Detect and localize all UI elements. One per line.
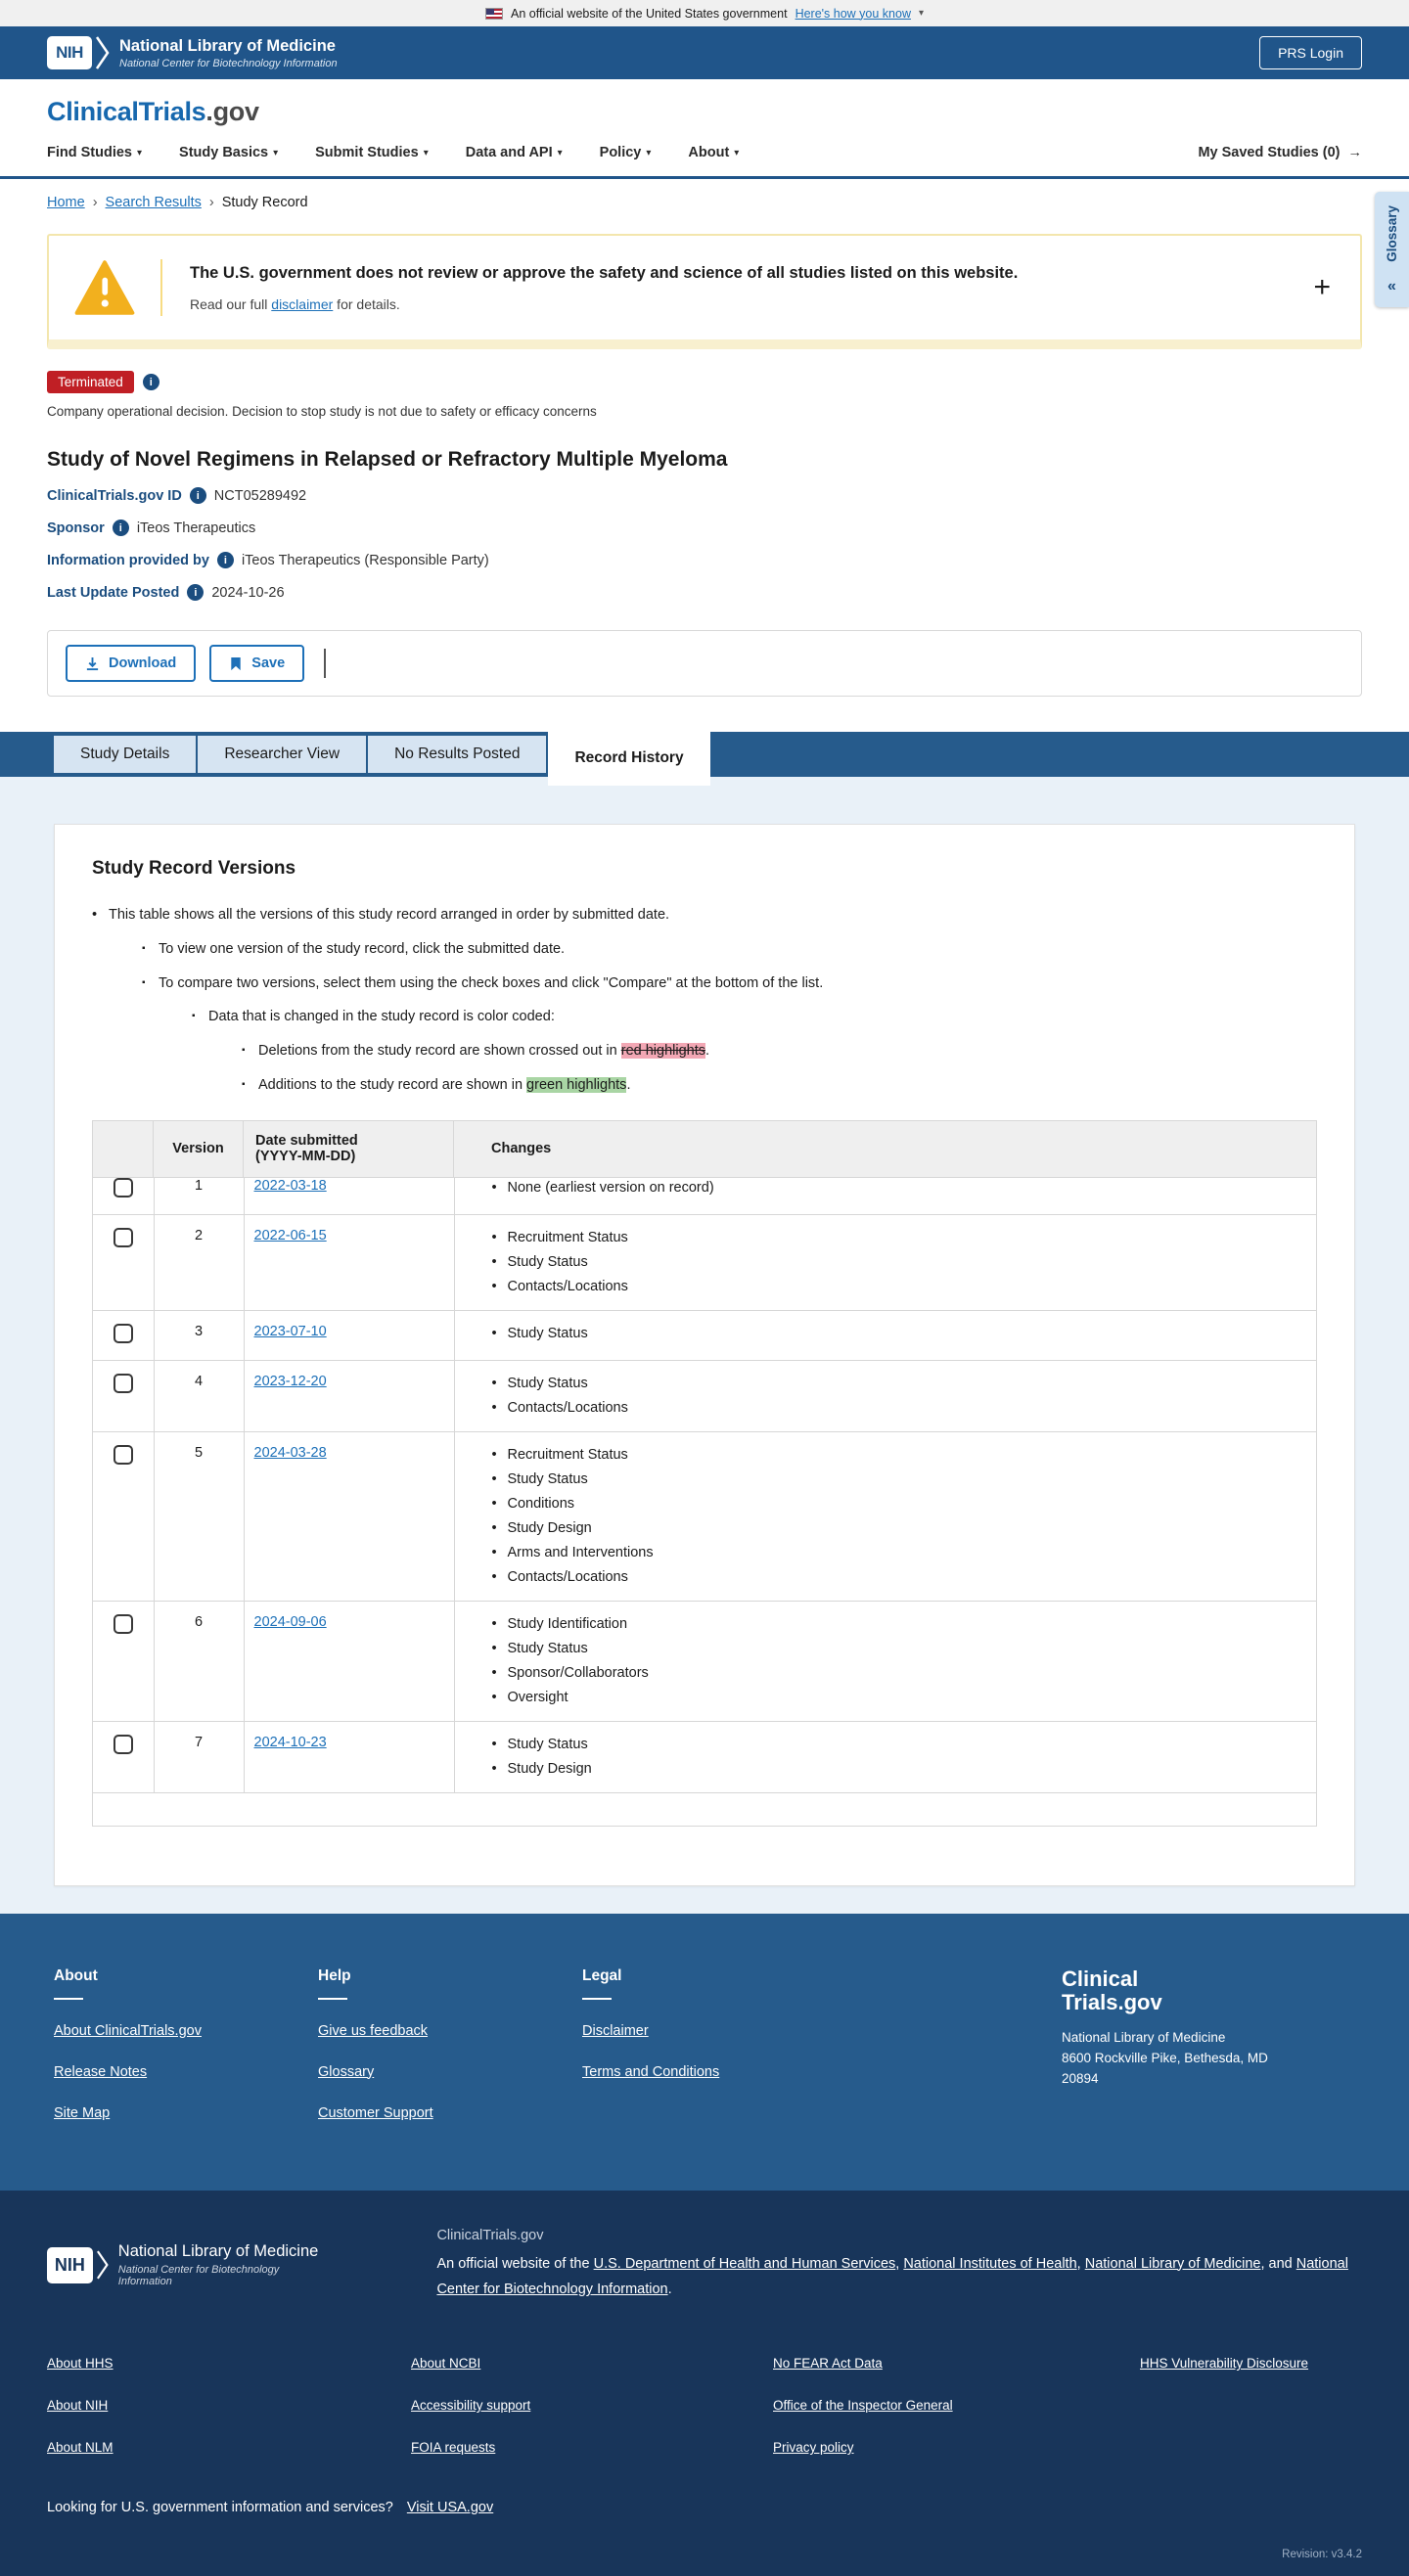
instruction-color-coded: ▪ Data that is changed in the study record is color coded: ▪ Deletions from the study record are shown crossed out in red highlights. ▪ Additions to the study record are shown in green highlights. [192, 1007, 1317, 1096]
footer-customer-support-link[interactable]: Customer Support [318, 2105, 582, 2121]
official-website-text: An official website of the United States government [511, 7, 788, 21]
footer-logo-block [1062, 1967, 1355, 2147]
breadcrumb-current: Study Record [222, 195, 308, 210]
about-nlm-link[interactable]: About NLM [47, 2440, 411, 2455]
breadcrumb-separator: › [209, 195, 214, 210]
checkbox-column-header [93, 1120, 154, 1177]
main-nav [47, 145, 1362, 176]
warning-divider [160, 259, 162, 316]
nav-about[interactable]: About ▾ [688, 145, 739, 160]
ncbi-name: National Center for Biotechnology Information [119, 58, 338, 69]
record-history-section [0, 777, 1409, 1914]
version-6-checkbox[interactable] [114, 1614, 133, 1634]
subfooter [0, 2191, 1409, 2576]
version-5-checkbox[interactable] [114, 1445, 133, 1465]
bookmark-icon [229, 656, 243, 671]
nav-find-studies[interactable]: Find Studies ▾ [47, 145, 142, 160]
accessibility-support-link[interactable]: Accessibility support [411, 2398, 773, 2413]
clinicaltrials-logo[interactable]: ClinicalTrials.gov [47, 97, 1362, 127]
table-row: 3 2023-07-10 • Study Status [93, 1310, 1316, 1360]
expand-banner-button[interactable]: + [1313, 273, 1331, 302]
chevron-down-icon: ▾ [734, 148, 739, 158]
action-bar [47, 630, 1362, 697]
nlm-logo[interactable] [47, 36, 338, 69]
usa-gov-row: Looking for U.S. government information and services? Visit USA.gov [47, 2500, 1362, 2515]
footer [0, 1914, 1409, 2191]
hhs-link[interactable]: U.S. Department of Health and Human Services [594, 2256, 896, 2272]
nih-logo-chevron-icon [97, 2247, 109, 2282]
glossary-tab[interactable] [1375, 192, 1409, 307]
action-divider [324, 649, 326, 678]
info-icon[interactable]: i [187, 584, 204, 601]
status-reason: Company operational decision. Decision to stop study is not due to safety or efficacy concerns [47, 404, 1362, 419]
footer-disclaimer-link[interactable]: Disclaimer [582, 2023, 846, 2039]
subfooter-links-grid [47, 2356, 1362, 2455]
version-3-date-link[interactable]: 2023-07-10 [254, 1324, 327, 1339]
version-1-date-link[interactable]: 2022-03-18 [254, 1178, 327, 1194]
tab-study-details[interactable]: Study Details [54, 736, 196, 773]
table-row: 2 2022-06-15 • Recruitment Status • Study Status • Contacts/Locations [93, 1214, 1316, 1310]
status-info-icon[interactable]: i [143, 374, 159, 390]
nih-header-bar [0, 26, 1409, 79]
nih-logo-box: NIH [47, 2247, 93, 2283]
chevron-down-icon: ▾ [919, 8, 924, 19]
record-history-card [54, 824, 1355, 1886]
collapse-icon[interactable]: « [1387, 278, 1396, 295]
nih-link[interactable]: National Institutes of Health [903, 2256, 1076, 2272]
breadcrumb [0, 179, 1409, 220]
changes-column-header: Changes [454, 1120, 1317, 1177]
arrow-right-icon: → [1348, 145, 1363, 160]
nav-data-and-api[interactable]: Data and API ▾ [466, 145, 563, 160]
privacy-policy-link[interactable]: Privacy policy [773, 2440, 1140, 2455]
meta-information-provided-by: Information provided by i iTeos Therapeutics (Responsible Party) [47, 552, 1362, 568]
footer-feedback-link[interactable]: Give us feedback [318, 2023, 582, 2039]
instruction-deletions: ▪ Deletions from the study record are shown crossed out in red highlights. [242, 1041, 1317, 1062]
inspector-general-link[interactable]: Office of the Inspector General [773, 2398, 1140, 2413]
version-1-checkbox[interactable] [114, 1178, 133, 1198]
version-3-checkbox[interactable] [114, 1324, 133, 1343]
hhs-vulnerability-link[interactable]: HHS Vulnerability Disclosure [1140, 2356, 1362, 2371]
version-column-header: Version [154, 1120, 244, 1177]
download-button[interactable]: Download [66, 645, 196, 682]
instruction-compare: ▪ To compare two versions, select them using the check boxes and click "Compare" at the bottom of the list. ▪ Data that is changed in the study record is color coded: ▪ Deletions from the study record are shown crossed out in red highlights. ▪ Additions to the study record are shown in green highlights. [142, 973, 1317, 1097]
gov-banner [0, 0, 1409, 26]
chevron-down-icon: ▾ [273, 148, 278, 158]
nav-policy[interactable]: Policy ▾ [600, 145, 652, 160]
instruction-intro: • This table shows all the versions of this study record arranged in order by submitted date. ▪ To view one version of the study record, click the submitted date. ▪ To compare two versions, select them using the check boxes and click "Compare" at the bottom of the list. ▪ Data that is changed in the study record is color coded: ▪ Deletions from the study record are shown crossed out in red highlights. ▪ Additions to the study record are shown in green highlights. [92, 905, 1317, 1097]
foia-requests-link[interactable]: FOIA requests [411, 2440, 773, 2455]
chevron-down-icon: ▾ [646, 148, 651, 158]
disclaimer-link[interactable]: disclaimer [271, 296, 333, 312]
about-nih-link[interactable]: About NIH [47, 2398, 411, 2413]
breadcrumb-separator: › [93, 195, 98, 210]
instruction-additions: ▪ Additions to the study record are shown in green highlights. [242, 1075, 1317, 1097]
revision-label: Revision: v3.4.2 [47, 2549, 1362, 2560]
tab-researcher-view[interactable]: Researcher View [198, 736, 366, 773]
nlm-footer-logo[interactable]: NIH National Library of Medicine National Center for Biotechnology Information [47, 2228, 321, 2304]
info-icon[interactable]: i [113, 520, 129, 536]
tab-strip [0, 732, 1409, 777]
nih-logo-chevron-icon [96, 36, 110, 69]
footer-about-clinicaltrials-link[interactable]: About ClinicalTrials.gov [54, 2023, 318, 2039]
footer-site-map-link[interactable]: Site Map [54, 2105, 318, 2121]
date-column-header: Date submitted (YYYY-MM-DD) [244, 1120, 454, 1177]
footer-about-column: About About ClinicalTrials.gov Release Notes Site Map [54, 1967, 318, 2147]
green-highlight-sample: green highlights [526, 1077, 626, 1093]
table-row: 5 2024-03-28 • Recruitment Status • Study Status • Conditions • Study Design • Arms and Interventions • Contacts/Locations [93, 1431, 1316, 1601]
tab-record-history[interactable]: Record History [548, 731, 709, 786]
save-button[interactable]: Save [209, 645, 304, 682]
version-7-checkbox[interactable] [114, 1735, 133, 1754]
ncbi-link[interactable]: National Center for Biotechnology Information [436, 2256, 1347, 2298]
about-ncbi-link[interactable]: About NCBI [411, 2356, 773, 2371]
footer-release-notes-link[interactable]: Release Notes [54, 2064, 318, 2080]
meta-last-update-posted: Last Update Posted i 2024-10-26 [47, 584, 1362, 601]
footer-glossary-link[interactable]: Glossary [318, 2064, 582, 2080]
nav-submit-studies[interactable]: Submit Studies ▾ [315, 145, 429, 160]
chevron-down-icon: ▾ [424, 148, 429, 158]
visit-usa-gov-link[interactable]: Visit USA.gov [407, 2500, 493, 2515]
version-6-date-link[interactable]: 2024-09-06 [254, 1614, 327, 1630]
versions-table [92, 1120, 1317, 1827]
table-row: 1 2022-03-18 • None (earliest version on record) [93, 1178, 1316, 1215]
warning-title: The U.S. government does not review or approve the safety and science of all studies listed on this website. [190, 264, 1018, 283]
version-4-checkbox[interactable] [114, 1374, 133, 1393]
warning-banner [47, 234, 1362, 349]
version-2-date-link[interactable]: 2022-06-15 [254, 1228, 327, 1243]
version-2-checkbox[interactable] [114, 1228, 133, 1247]
footer-legal-column: Legal Disclaimer Terms and Conditions [582, 1967, 846, 2147]
info-icon[interactable]: i [217, 552, 234, 568]
download-icon [85, 656, 100, 671]
site-header [0, 79, 1409, 179]
footer-help-column: Help Give us feedback Glossary Customer Support [318, 1967, 582, 2147]
table-row: 6 2024-09-06 • Study Identification • Study Status • Sponsor/Collaborators • Oversight [93, 1601, 1316, 1721]
footer-terms-link[interactable]: Terms and Conditions [582, 2064, 846, 2080]
table-row: 4 2023-12-20 • Study Status • Contacts/Locations [93, 1360, 1316, 1431]
nlm-link[interactable]: National Library of Medicine [1085, 2256, 1261, 2272]
info-icon[interactable]: i [190, 487, 206, 504]
about-hhs-link[interactable]: About HHS [47, 2356, 411, 2371]
nav-study-basics[interactable]: Study Basics ▾ [179, 145, 278, 160]
breadcrumb-home[interactable]: Home [47, 195, 85, 210]
footer-address: National Library of Medicine 8600 Rockville Pike, Bethesda, MD 20894 [1062, 2028, 1355, 2090]
page-title: Study of Novel Regimens in Relapsed or Refractory Multiple Myeloma [47, 448, 1362, 472]
heres-how-you-know-link[interactable]: Here's how you know [795, 7, 911, 21]
red-highlight-sample: red highlights [621, 1043, 705, 1059]
chevron-down-icon: ▾ [137, 148, 142, 158]
us-flag-icon [485, 8, 503, 20]
chevron-down-icon: ▾ [558, 148, 563, 158]
version-4-date-link[interactable]: 2023-12-20 [254, 1374, 327, 1389]
version-5-date-link[interactable]: 2024-03-28 [254, 1445, 327, 1461]
status-row [47, 371, 1362, 393]
subfooter-site-name: ClinicalTrials.gov [436, 2228, 1362, 2243]
versions-table-header [92, 1120, 1317, 1178]
section-title: Study Record Versions [92, 858, 1317, 880]
warning-subtext: Read our full disclaimer for details. [190, 296, 1018, 312]
clinicaltrials-footer-logo: Clinical Trials.gov [1062, 1967, 1355, 2014]
subfooter-official-sentence: An official website of the U.S. Department of Health and Human Services, National Institutes of Health, National Library of Medicine, and National Center for Biotechnology Information. [436, 2251, 1362, 2304]
instruction-view: ▪ To view one version of the study record, click the submitted date. [142, 939, 1317, 961]
meta-sponsor: Sponsor i iTeos Therapeutics [47, 520, 1362, 536]
version-7-date-link[interactable]: 2024-10-23 [254, 1735, 327, 1750]
glossary-label: Glossary [1385, 205, 1399, 262]
breadcrumb-search-results[interactable]: Search Results [106, 195, 202, 210]
prs-login-button[interactable]: PRS Login [1259, 36, 1362, 69]
meta-nct-id: ClinicalTrials.gov ID i NCT05289492 [47, 487, 1362, 504]
instructions-list [92, 905, 1317, 1097]
warning-triangle-icon [74, 259, 135, 316]
nlm-name: National Library of Medicine [119, 37, 338, 56]
versions-table-body [93, 1178, 1316, 1793]
table-row: 7 2024-10-23 • Study Status • Study Design [93, 1721, 1316, 1792]
status-badge: Terminated [47, 371, 134, 393]
study-meta [47, 487, 1362, 601]
no-fear-act-link[interactable]: No FEAR Act Data [773, 2356, 1140, 2371]
nih-logo-box: NIH [47, 36, 92, 69]
tab-no-results-posted[interactable]: No Results Posted [368, 736, 546, 773]
my-saved-studies-link[interactable]: My Saved Studies (0) → [1198, 145, 1362, 160]
versions-table-scroll-area[interactable] [92, 1178, 1317, 1827]
